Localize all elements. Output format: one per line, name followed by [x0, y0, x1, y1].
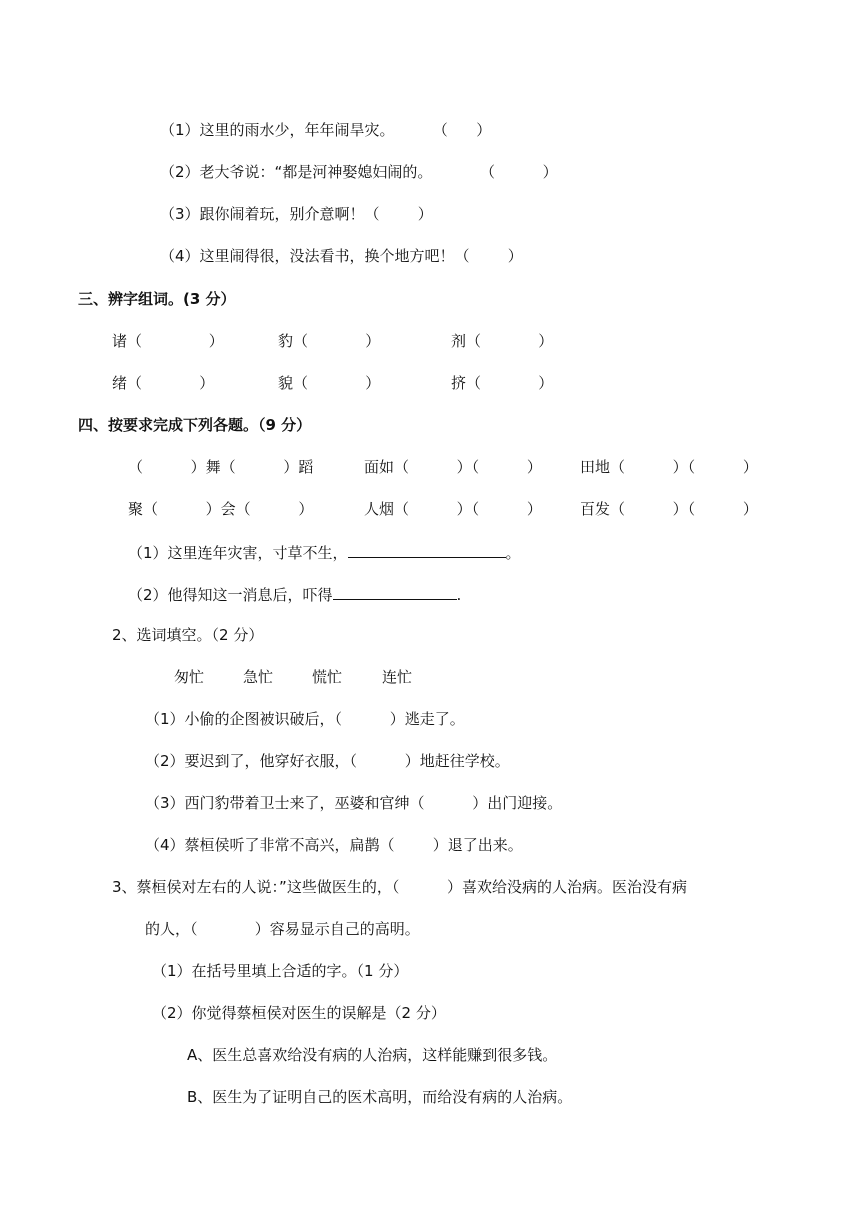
idiom-ju-hui: 聚（ ）会（ ）	[128, 500, 314, 518]
word-choice-3: 慌忙	[312, 668, 343, 686]
fill-line-2-end: .	[456, 586, 462, 604]
q2-item-2: （2）要迟到了，他穿好衣服，（ ）地赶往学校。	[145, 752, 510, 770]
char-item-bao: 豹（ ）	[278, 332, 381, 350]
fill-line-1-text: （1）这里连年灾害，寸草不生，	[128, 544, 348, 562]
q2-title: 2、选词填空。（2 分）	[112, 626, 264, 644]
option-a: A、医生总喜欢给没有病的人治病，这样能赚到很多钱。	[187, 1046, 558, 1064]
word-choice-2: 急忙	[243, 668, 274, 686]
q2-line-1: （1）这里的雨水少，年年闹旱灾。 （ ）	[160, 121, 492, 139]
word-choice-1: 匆忙	[174, 668, 205, 686]
q3-line-2: 的人，（ ）容易显示自己的高明。	[145, 920, 420, 938]
q2-line-3: （3）跟你闹着玩，别介意啊！（ ）	[160, 205, 433, 223]
word-choice-4: 连忙	[382, 668, 413, 686]
fill-line-2-text: （2）他得知这一消息后，吓得	[128, 586, 333, 604]
q2-item-1: （1）小偷的企图被识破后，（ ）逃走了。	[145, 710, 465, 728]
q2-line-2: （2）老大爷说：“都是河神娶媳妇闹的。 （ ）	[160, 163, 558, 181]
char-item-zhu: 诸（ ）	[112, 332, 224, 350]
fill-line-1	[128, 541, 521, 563]
char-item-ji: 剂（ ）	[451, 332, 554, 350]
fill-line-1-end: 。	[505, 544, 521, 562]
q3-sub-1: （1）在括号里填上合适的字。（1 分）	[152, 962, 409, 980]
char-item-xu: 绪（ ）	[112, 374, 215, 392]
q2-item-4: （4）蔡桓侯听了非常不高兴，扁鹊（ ）退了出来。	[145, 836, 523, 854]
idiom-tian-di: 田地（ ）（ ）	[580, 458, 758, 476]
char-item-ji2: 挤（ ）	[451, 374, 554, 392]
fill-line-2	[128, 583, 461, 605]
idiom-wu-dao: （ ）舞（ ）蹈	[128, 458, 314, 476]
q2-item-3: （3）西门豹带着卫士来了，巫婆和官绅（ ）出门迎接。	[145, 794, 563, 812]
idiom-bai-fa: 百发（ ）（ ）	[580, 500, 758, 518]
section-3-title: 三、辨字组词。(3 分）	[78, 290, 236, 308]
char-item-mao: 貌（ ）	[278, 374, 381, 392]
option-b: B、医生为了证明自己的医术高明，而给没有病的人治病。	[187, 1088, 573, 1106]
idiom-mian-ru: 面如（ ）（ ）	[364, 458, 542, 476]
idiom-ren-yan: 人烟（ ）（ ）	[364, 500, 542, 518]
fill-line-2-blank[interactable]	[333, 583, 457, 600]
q3-sub-2: （2）你觉得蔡桓侯对医生的误解是（2 分）	[152, 1004, 446, 1022]
section-4-title: 四、按要求完成下列各题。（9 分）	[78, 416, 312, 434]
fill-line-1-blank[interactable]	[348, 541, 506, 558]
q2-line-4: （4）这里闹得很，没法看书，换个地方吧！（ ）	[160, 247, 523, 265]
q3-line-1: 3、蔡桓侯对左右的人说：”这些做医生的，（ ）喜欢给没病的人治病。医治没有病	[112, 878, 687, 896]
